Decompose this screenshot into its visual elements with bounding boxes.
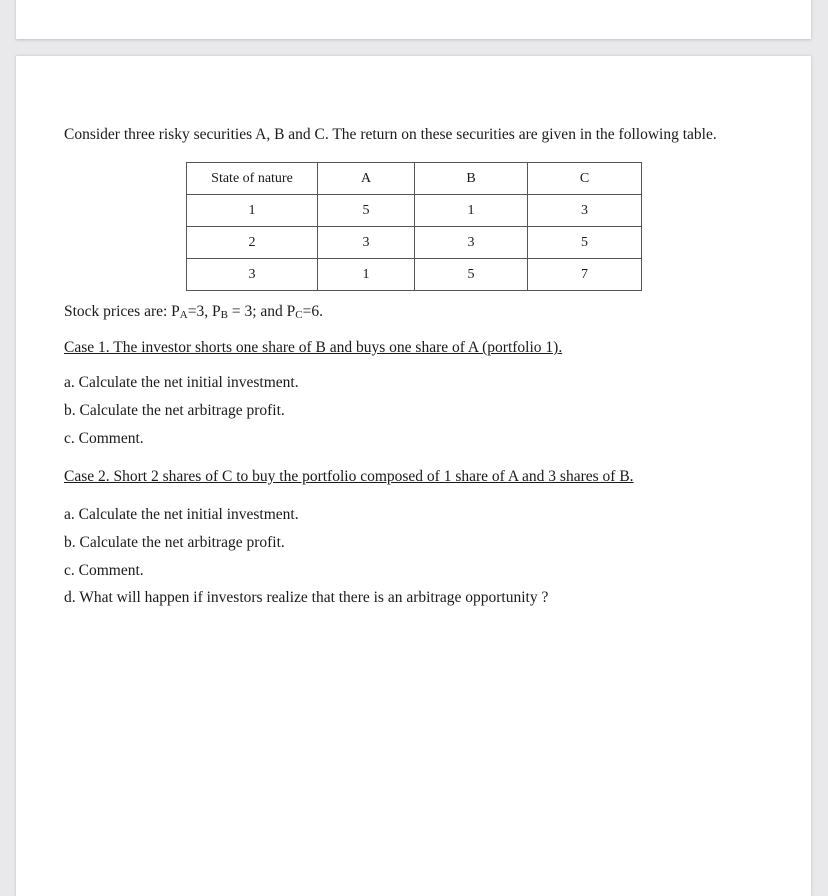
- header-a: A: [318, 163, 415, 195]
- case2-title: Case 2. Short 2 shares of C to buy the portfolio composed of 1 share of A and 3 shares of B.: [64, 468, 634, 485]
- table-cell: 1: [187, 195, 318, 227]
- table-header-row: [187, 163, 642, 195]
- table-cell: 3: [415, 227, 528, 259]
- previous-page: [16, 0, 811, 39]
- price-a: =3, P: [187, 303, 221, 320]
- price-b: = 3; and P: [227, 303, 296, 320]
- table-cell: 3: [528, 195, 642, 227]
- table-cell: 5: [528, 227, 642, 259]
- stock-prices: [64, 303, 323, 321]
- case1-title: Case 1. The investor shorts one share of B and buys one share of A (portfolio 1).: [64, 339, 563, 356]
- intro-paragraph: Consider three risky securities A, B and C. The return on these securities are given in the following table.: [64, 126, 717, 143]
- header-state: State of nature: [187, 163, 318, 195]
- table-cell: 7: [528, 259, 642, 291]
- price-subscript-b: B: [220, 309, 228, 321]
- document-page: [16, 56, 811, 896]
- table-cell: 3: [187, 259, 318, 291]
- returns-table: [186, 162, 642, 291]
- case1-item-c: c. Comment.: [64, 430, 144, 447]
- table-row: [187, 259, 642, 291]
- price-c: =6.: [302, 303, 323, 320]
- table-cell: 1: [415, 195, 528, 227]
- case2-item-b: b. Calculate the net arbitrage profit.: [64, 534, 285, 551]
- table-cell: 5: [318, 195, 415, 227]
- case2-item-d: d. What will happen if investors realize that there is an arbitrage opportunity ?: [64, 589, 549, 606]
- table-row: [187, 227, 642, 259]
- table-cell: 3: [318, 227, 415, 259]
- case2-item-c: c. Comment.: [64, 562, 144, 579]
- price-subscript-a: A: [179, 309, 188, 321]
- table-cell: 5: [415, 259, 528, 291]
- table-cell: 1: [318, 259, 415, 291]
- prices-lead: Stock prices are: P: [64, 303, 180, 320]
- case2-item-a: a. Calculate the net initial investment.: [64, 506, 299, 523]
- header-b: B: [415, 163, 528, 195]
- case1-item-a: a. Calculate the net initial investment.: [64, 374, 299, 391]
- header-c: C: [528, 163, 642, 195]
- table-row: [187, 195, 642, 227]
- case1-item-b: b. Calculate the net arbitrage profit.: [64, 402, 285, 419]
- table-cell: 2: [187, 227, 318, 259]
- price-subscript-c: C: [295, 309, 303, 321]
